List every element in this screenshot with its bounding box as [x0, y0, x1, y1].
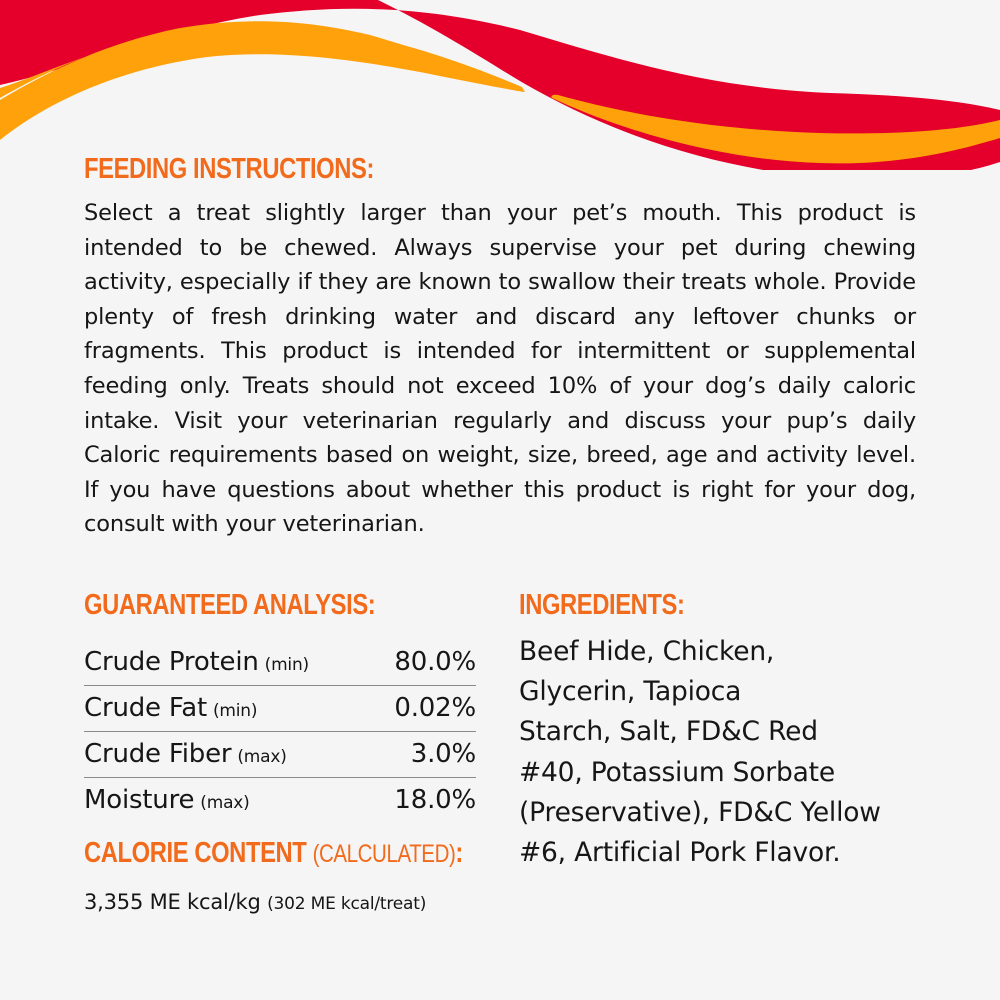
guaranteed-analysis-table	[84, 640, 476, 823]
analysis-label	[84, 778, 250, 826]
ingredients-text	[519, 632, 939, 873]
ingredients-line: Beef Hide, Chicken,	[519, 636, 775, 667]
calorie-per-treat: (302 ME kcal/treat)	[267, 894, 427, 914]
wave-banner-icon	[0, 0, 1000, 170]
nutrient-qualifier: (min)	[212, 701, 258, 721]
feeding-instructions-text: Select a treat slightly larger than your pet’s mouth. This product is intended to be chewed. Always supervise your pet during chewing activity, especially if they are known to swallow their treats whole. Provide plenty of fresh drinking water and discard any leftover chunks or fragments. This product is intended for intermittent or supplemental feeding only. Treats should not exceed 10% of your dog’s daily caloric intake. Visit your veterinarian regularly and discuss your pup’s daily Caloric requirements based on weight, size, breed, age and activity level. If you have questions about whether this product is right for your dog, consult with your veterinarian.	[84, 200, 916, 538]
nutrient-name: Crude Fat	[84, 693, 207, 723]
analysis-label	[84, 640, 309, 688]
nutrient-qualifier: (min)	[264, 655, 309, 675]
ingredients-line: #40, Potassium Sorbate	[519, 756, 835, 788]
nutrient-qualifier: (max)	[237, 747, 287, 767]
ingredients-heading: INGREDIENTS:	[519, 589, 685, 621]
analysis-label	[84, 732, 287, 780]
ingredients-line: #6, Artificial Pork Flavor.	[519, 837, 841, 869]
nutrient-value: 0.02%	[394, 693, 476, 723]
nutrient-value: 80.0%	[394, 647, 476, 677]
calorie-per-kg: 3,355 ME kcal/kg	[84, 890, 261, 914]
calorie-content-text	[84, 890, 426, 914]
nutrient-value: 18.0%	[394, 785, 476, 815]
calorie-heading-main: CALORIE CONTENT	[84, 837, 307, 869]
ingredients-line: Starch, Salt, FD&C Red	[519, 716, 818, 748]
nutrient-qualifier: (max)	[200, 793, 250, 813]
feeding-instructions-heading: FEEDING INSTRUCTIONS:	[84, 153, 374, 185]
nutrient-value: 3.0%	[410, 739, 476, 769]
nutrient-name: Crude Protein	[84, 647, 259, 677]
ingredients-line: (Preservative), FD&C Yellow	[519, 796, 881, 828]
calorie-content-heading	[84, 837, 463, 870]
nutrient-name: Moisture	[84, 785, 195, 815]
calorie-heading-colon: :	[455, 837, 463, 869]
analysis-row-crude-fat	[84, 686, 476, 732]
analysis-row-crude-fiber	[84, 732, 476, 778]
nutrient-name: Crude Fiber	[84, 739, 232, 769]
guaranteed-analysis-heading: GUARANTEED ANALYSIS:	[84, 589, 376, 621]
analysis-label	[84, 686, 257, 734]
analysis-row-crude-protein	[84, 640, 476, 686]
calorie-heading-sub: (CALCULATED)	[312, 840, 456, 868]
analysis-row-moisture	[84, 778, 476, 823]
ingredients-line: Glycerin, Tapioca	[519, 676, 742, 708]
